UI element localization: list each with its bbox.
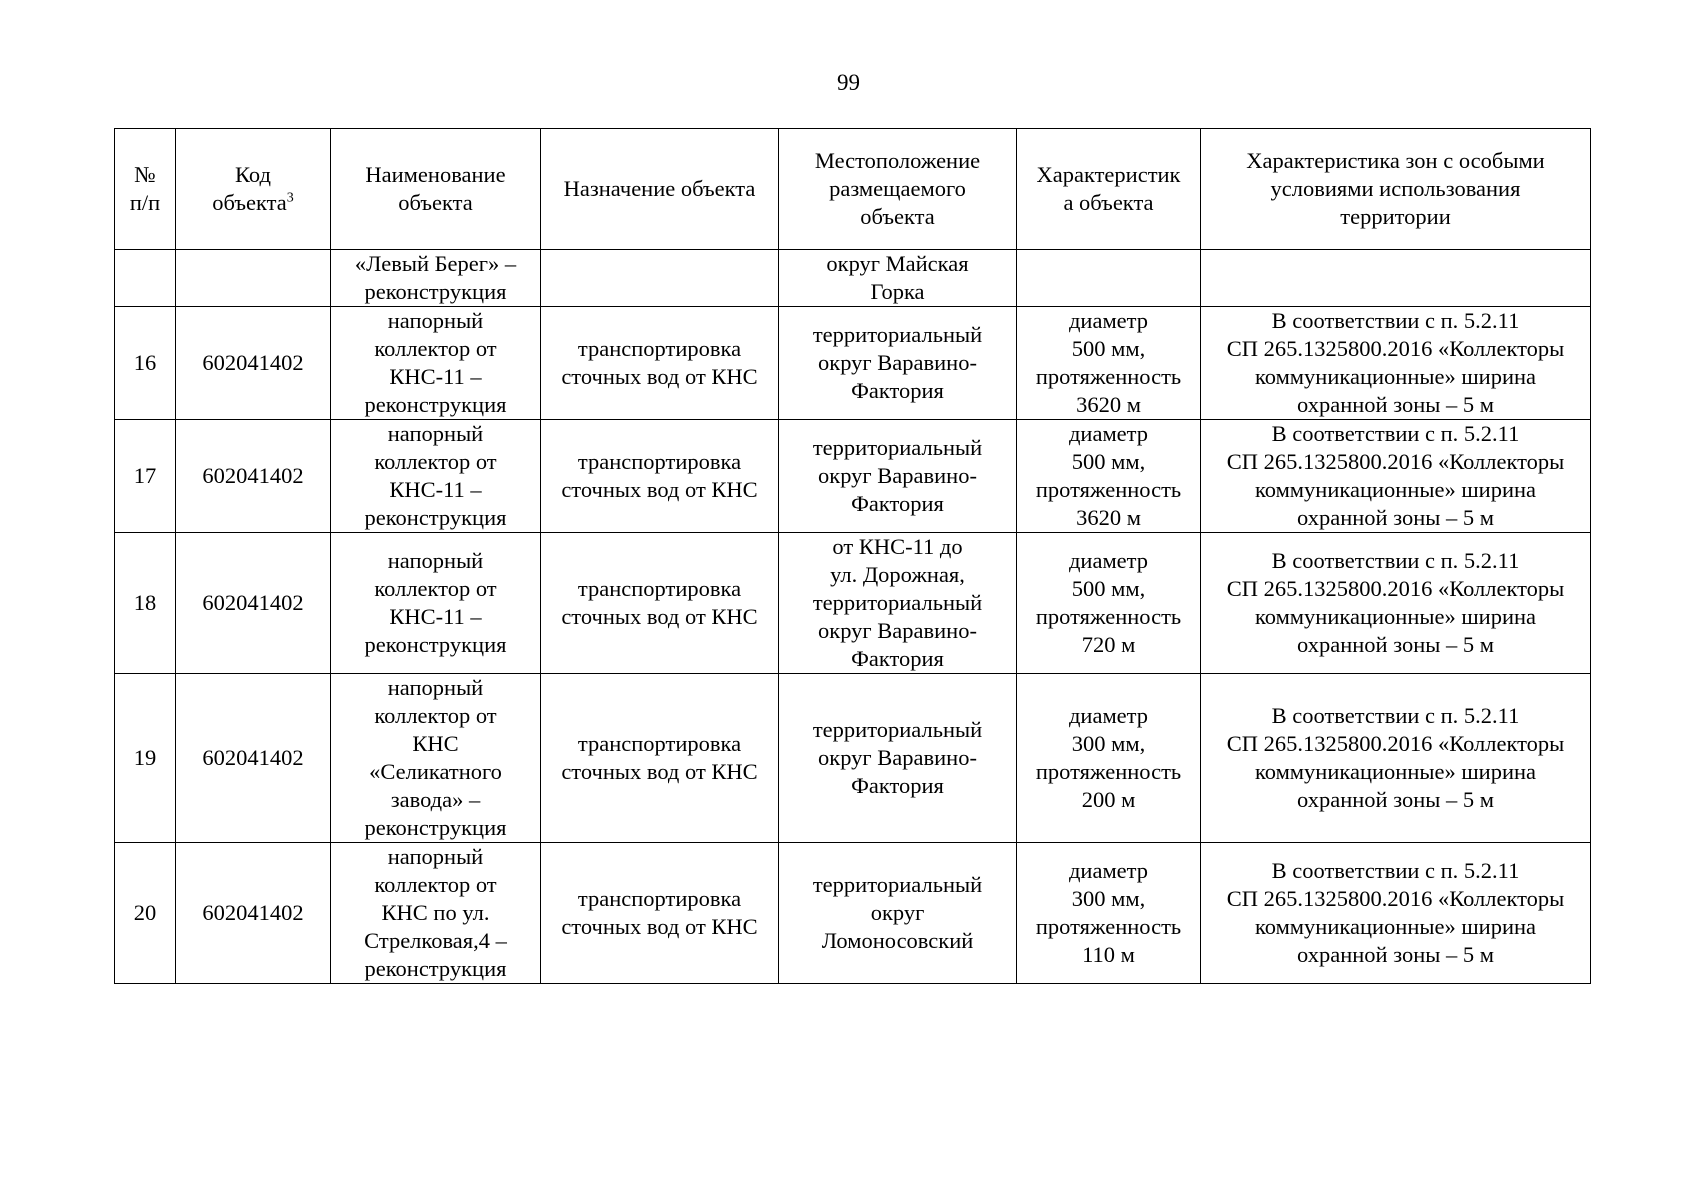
cell-num [115, 250, 176, 307]
cell-purpose: транспортировка сточных вод от КНС [541, 420, 779, 533]
table-row [115, 533, 1591, 674]
cell-characteristic: диаметр 500 мм, протяженность 720 м [1017, 533, 1201, 674]
cell-zones [1201, 250, 1591, 307]
cell-name: «Левый Берег» – реконструкция [331, 250, 541, 307]
cell-purpose [541, 250, 779, 307]
header-location: Местоположение размещаемого объекта [779, 129, 1017, 250]
cell-purpose: транспортировка сточных вод от КНС [541, 307, 779, 420]
cell-name: напорный коллектор от КНС-11 – реконструкция [331, 533, 541, 674]
header-purpose: Назначение объекта [541, 129, 779, 250]
cell-code: 602041402 [176, 843, 331, 984]
cell-name: напорный коллектор от КНС-11 – реконструкция [331, 420, 541, 533]
cell-name: напорный коллектор от КНС «Селикатного завода» – реконструкция [331, 674, 541, 843]
header-code [176, 129, 331, 250]
cell-num: 20 [115, 843, 176, 984]
cell-name: напорный коллектор от КНС-11 – реконструкция [331, 307, 541, 420]
cell-zones: В соответствии с п. 5.2.11 СП 265.1325800.2016 «Коллекторы коммуникационные» ширина охранной зоны – 5 м [1201, 843, 1591, 984]
header-characteristic: Характеристик а объекта [1017, 129, 1201, 250]
table-row [115, 674, 1591, 843]
cell-zones: В соответствии с п. 5.2.11 СП 265.1325800.2016 «Коллекторы коммуникационные» ширина охранной зоны – 5 м [1201, 420, 1591, 533]
table-row [115, 420, 1591, 533]
cell-characteristic: диаметр 300 мм, протяженность 200 м [1017, 674, 1201, 843]
cell-code: 602041402 [176, 307, 331, 420]
table-row [115, 307, 1591, 420]
cell-zones: В соответствии с п. 5.2.11 СП 265.1325800.2016 «Коллекторы коммуникационные» ширина охранной зоны – 5 м [1201, 533, 1591, 674]
cell-code: 602041402 [176, 533, 331, 674]
cell-location: округ Майская Горка [779, 250, 1017, 307]
header-name: Наименование объекта [331, 129, 541, 250]
table-row-continuation [115, 250, 1591, 307]
cell-characteristic: диаметр 300 мм, протяженность 110 м [1017, 843, 1201, 984]
cell-purpose: транспортировка сточных вод от КНС [541, 533, 779, 674]
cell-num: 18 [115, 533, 176, 674]
header-code-label: Код объекта [212, 162, 287, 215]
objects-table [114, 128, 1591, 984]
cell-characteristic: диаметр 500 мм, протяженность 3620 м [1017, 307, 1201, 420]
cell-location: территориальный округ Варавино- Фактория [779, 307, 1017, 420]
cell-name: напорный коллектор от КНС по ул. Стрелковая,4 – реконструкция [331, 843, 541, 984]
cell-characteristic: диаметр 500 мм, протяженность 3620 м [1017, 420, 1201, 533]
cell-zones: В соответствии с п. 5.2.11 СП 265.1325800.2016 «Коллекторы коммуникационные» ширина охранной зоны – 5 м [1201, 674, 1591, 843]
cell-num: 17 [115, 420, 176, 533]
cell-purpose: транспортировка сточных вод от КНС [541, 843, 779, 984]
cell-zones: В соответствии с п. 5.2.11 СП 265.1325800.2016 «Коллекторы коммуникационные» ширина охранной зоны – 5 м [1201, 307, 1591, 420]
table-header-row [115, 129, 1591, 250]
table-row [115, 843, 1591, 984]
footnote-marker: 3 [286, 190, 294, 206]
cell-code [176, 250, 331, 307]
page-number: 99 [837, 70, 860, 95]
cell-location: от КНС-11 до ул. Дорожная, территориальный округ Варавино- Фактория [779, 533, 1017, 674]
cell-num: 19 [115, 674, 176, 843]
cell-location: территориальный округ Ломоносовский [779, 843, 1017, 984]
header-num: № п/п [115, 129, 176, 250]
cell-location: территориальный округ Варавино- Фактория [779, 420, 1017, 533]
cell-purpose: транспортировка сточных вод от КНС [541, 674, 779, 843]
cell-code: 602041402 [176, 674, 331, 843]
cell-code: 602041402 [176, 420, 331, 533]
header-zones: Характеристика зон с особыми условиями использования территории [1201, 129, 1591, 250]
cell-location: территориальный округ Варавино- Фактория [779, 674, 1017, 843]
cell-num: 16 [115, 307, 176, 420]
cell-characteristic [1017, 250, 1201, 307]
